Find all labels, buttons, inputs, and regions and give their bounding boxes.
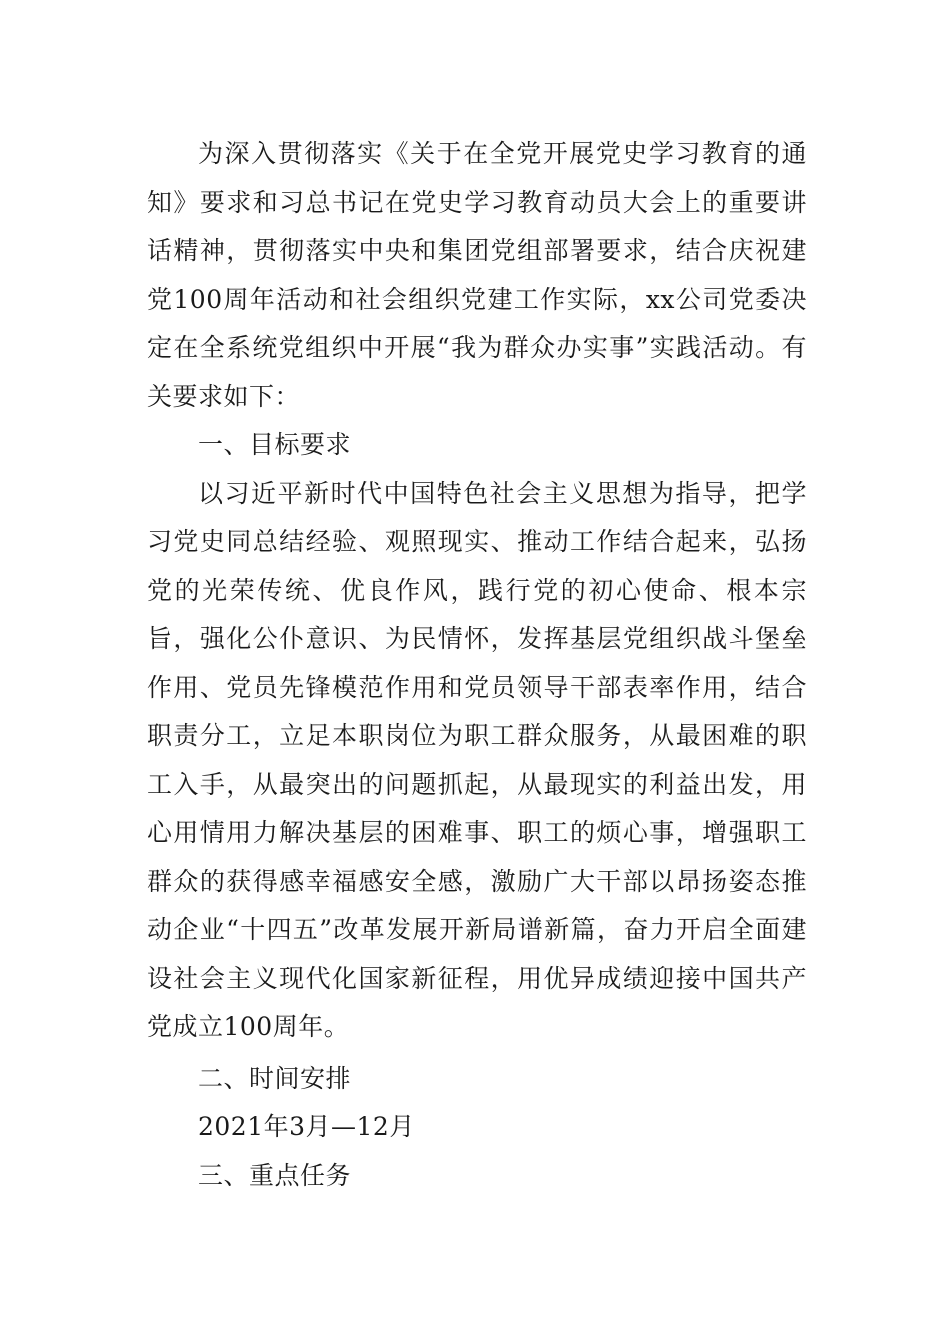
section-heading-tasks: 三、重点任务 (198, 1160, 352, 1190)
document-body (147, 130, 807, 1200)
section-heading-goals: 一、目标要求 (198, 430, 352, 459)
goals-paragraph: 以习近平新时代中国特色社会主义思想为指导，把学习党史同总结经验、观照现实、推动工作结合起来，弘扬党的光荣传统、优良作风，践行党的初心使命、根本宗旨，强化公仆意识、为民情怀，发挥基层党组织战斗堡垒作用、党员先锋模范作用和党员领导干部表率作用，结合职责分工，立足本职岗位为职工群众服务，从最困难的职工入手，从最突出的问题抓起，从最现实的利益出发，用心用情用力解决基层的困难事、职工的烦心事，增强职工群众的获得感幸福感安全感，激励广大干部以昂扬姿态推动企业“十四五”改革发展开新局谱新篇，奋力开启全面建设社会主义现代化国家新征程，用优异成绩迎接中国共产党成立100周年。 (147, 478, 807, 1041)
schedule-paragraph: 2021年3月—12月 (198, 1112, 415, 1141)
section-heading-schedule: 二、时间安排 (198, 1063, 352, 1093)
intro-paragraph: 为深入贯彻落实《关于在全党开展党史学习教育的通知》要求和习总书记在党史学习教育动员大会上的重要讲话精神，贯彻落实中央和集团党组部署要求，结合庆祝建党100周年活动和社会组织党建工作实际，xx公司党委决定在全系统党组织中开展“我为群众办实事”实践活动。有关要求如下： (147, 139, 807, 411)
